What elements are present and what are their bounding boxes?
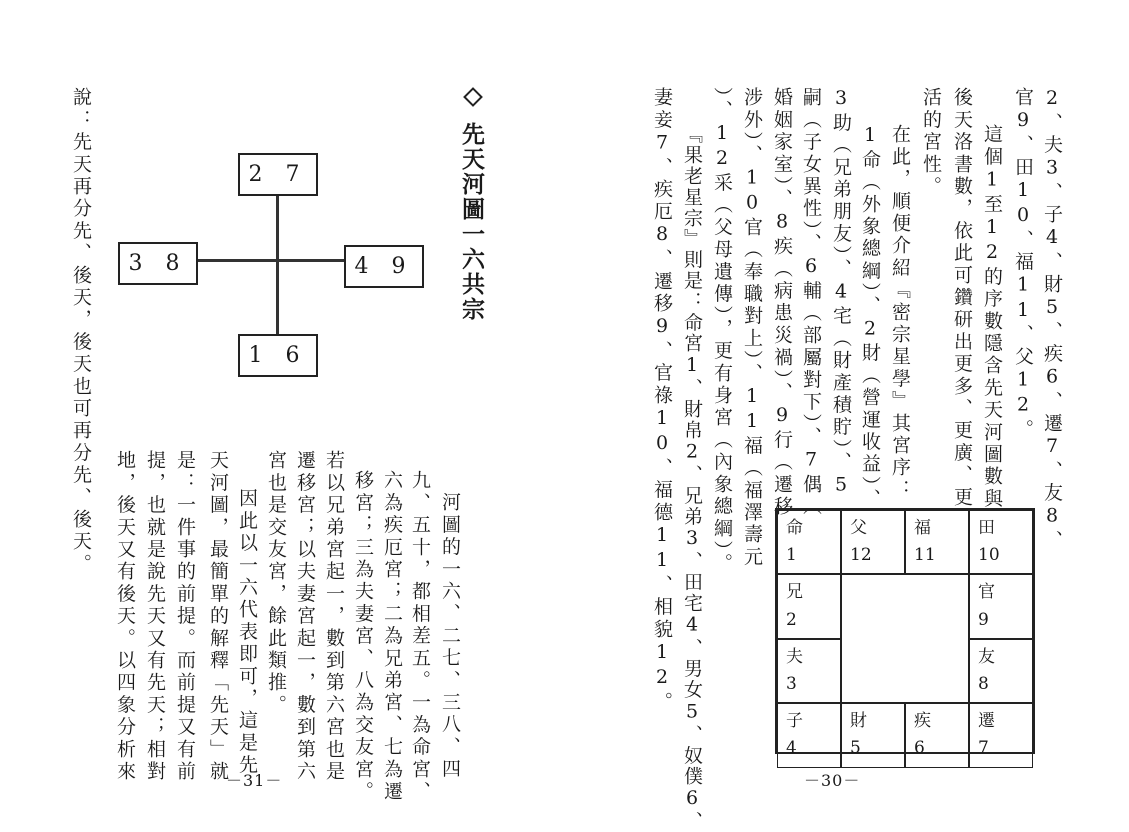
palace-number: 4: [786, 738, 797, 759]
text-column: 活的宮性。: [920, 87, 942, 198]
palace-number: 11: [914, 545, 936, 566]
palace-cell: [841, 703, 905, 767]
palace-number: 6: [914, 738, 925, 759]
palace-name: 財: [850, 711, 867, 732]
diamond-bullet-icon: [463, 87, 483, 107]
palace-number: 5: [850, 738, 861, 759]
palace-cell: [777, 574, 841, 638]
palace-cell: [777, 639, 841, 703]
palace-cell: [969, 510, 1033, 574]
diagram-box-bottom: 1 6: [238, 334, 318, 377]
page-30: [564, 0, 1129, 832]
palace-cell: [905, 510, 969, 574]
palace-cell: [969, 574, 1033, 638]
palace-name: 兄: [786, 582, 803, 603]
text-column: 九、五十，都相差五。一為命宮、: [409, 470, 431, 803]
text-column: 『果老星宗』則是：命宮1、財帛2、兄弟3、田宅4、男女5、奴僕6、: [681, 124, 703, 832]
palace-name: 田: [978, 518, 995, 538]
palace-grid-center: [841, 574, 969, 703]
text-column: 婚姻家室）、8疾（病患災禍）、9行（遷移: [771, 87, 793, 518]
text-column: 天河圖，最簡單的解釋「先天」就: [207, 450, 229, 783]
palace-name: 疾: [914, 711, 931, 732]
palace-number: 12: [850, 545, 872, 566]
text-column: 涉外）、10官（奉職對上）、11福（福澤壽元: [741, 87, 763, 569]
text-column: 若以兄弟宮起一，數到第六宮也是: [323, 450, 345, 783]
palace-cell: [969, 703, 1033, 767]
diagram-horizontal-line: [198, 259, 344, 262]
text-column: 妻妾7、疾厄8、遷移9、官祿10、福德11、相貌12。: [651, 87, 673, 714]
palace-name: 夫: [786, 646, 803, 667]
text-column: 六為疾厄宮；二為兄弟宮、七為遷: [381, 470, 403, 803]
palace-name: 福: [914, 518, 931, 538]
palace-number: 7: [978, 738, 989, 759]
text-column: 遷移宮；以夫妻宮起一，數到第六: [294, 450, 316, 783]
text-column: 2、夫3、子4、財5、疾6、遷7、友8、: [1041, 87, 1063, 552]
palace-name: 子: [786, 711, 803, 732]
page-31: [0, 0, 564, 819]
palace-name: 父: [850, 518, 867, 538]
text-column: 嗣（子女異性）、6輔（部屬對下）、7偶（: [800, 87, 822, 518]
page-number: －31－: [226, 771, 283, 790]
text-column: 官9、田10、福11、父12。: [1012, 87, 1034, 441]
text-column: 3助（兄弟朋友）、4宅（財產積貯）、5: [830, 87, 852, 499]
text-column: 後天洛書數，依此可鑽研出更多、更廣、更: [951, 87, 973, 509]
palace-cell: [777, 703, 841, 767]
palace-number: 10: [978, 545, 1000, 566]
page-number: －30－: [804, 771, 861, 790]
text-column: 河圖的一六、二七、三八、四: [439, 492, 461, 781]
diagram-box-top: 2 7: [238, 153, 318, 196]
palace-cell: [905, 703, 969, 767]
diagram-vertical-line: [276, 196, 279, 334]
palace-number: 3: [786, 673, 797, 694]
palace-name: 遷: [978, 711, 995, 732]
text-column: 因此以一六代表即可，這是先: [236, 488, 258, 777]
text-column: 宮也是交友宮，餘此類推。: [265, 450, 287, 717]
text-column: 1命（外象總綱）、2財（營運收益）、: [859, 124, 881, 511]
palace-number: 2: [786, 609, 797, 630]
text-column: ）、12采（父母遺傳），更有身宮（內象總綱）。: [711, 87, 733, 576]
text-column: 是：一件事的前提。而前提又有前: [174, 450, 196, 783]
text-column: 提，也就是說先天又有先天；相對: [144, 450, 166, 783]
palace-name: 命: [786, 518, 803, 538]
text-column: 移宮；三為夫妻宮、八為交友宮。: [352, 470, 374, 803]
palace-cell: [969, 639, 1033, 703]
palace-name: 友: [978, 646, 995, 667]
palace-cell: [777, 510, 841, 574]
palace-number: 8: [978, 673, 989, 694]
palace-name: 官: [978, 582, 995, 603]
palace-grid: [775, 508, 1035, 759]
diagram-box-left: 3 8: [118, 242, 198, 285]
text-column: 地，後天又有後天。以四象分析來: [114, 450, 136, 783]
palace-number: 9: [978, 609, 989, 630]
text-column: 這個1至12的序數隱含先天河圖數與: [981, 124, 1003, 511]
text-column-outer: 說：先天再分先、後天，後天也可再分先、後天。: [70, 87, 92, 576]
palace-cell: [841, 510, 905, 574]
text-column: 在此，順便介紹『密宗星學』其宮序：: [889, 124, 911, 502]
section-title: 先天河圖一六共宗: [458, 122, 485, 322]
diagram-box-right: 4 9: [344, 245, 424, 288]
palace-number: 1: [786, 545, 797, 566]
